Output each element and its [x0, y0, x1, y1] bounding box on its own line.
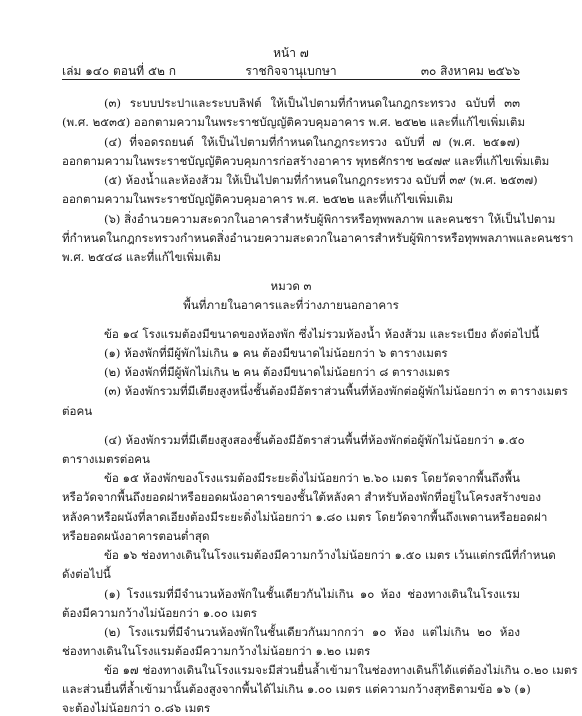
paragraph-line: (๒) ห้องพักที่มีผู้พักไม่เกิน ๒ คน ต้องมีขนาดไม่น้อยกว่า ๘ ตารางเมตร [104, 365, 450, 380]
paragraph-line: ข้อ ๑๗ ช่องทางเดินในโรงแรมจะมีส่วนยื่นล้ำเข้ามาในช่องทางเดินก็ได้แต่ต้องไม่เกิน ๐.๒๐ เมตร [104, 662, 578, 677]
paragraph-line: ที่กำหนดในกฎกระทรวงกำหนดสิ่งอำนวยความสะดวกในอาคารสำหรับผู้พิการหรือทุพพลภาพและคนชรา [62, 231, 574, 245]
paragraph-line: ดังต่อไปนี้ [62, 566, 111, 581]
publish-date: ๓๐ สิงหาคม ๒๕๖๖ [420, 64, 520, 78]
paragraph-line: ออกตามความในพระราชบัญญัติควบคุมการก่อสร้างอาคาร พุทธศักราช ๒๔๗๙ และที่แก้ไขเพิ่มเติม [62, 154, 550, 168]
section-subtitle: พื้นที่ภายในอาคารและที่ว่างภายนอกอาคาร [183, 297, 399, 312]
section-title: หมวด ๓ [270, 278, 312, 293]
paragraph-line: หลังคาหรือผนังที่ลาดเอียงต้องมีระยะดิ่งไม่น้อยกว่า ๑.๘๐ เมตร โดยวัดจากพื้นถึงเพดานหรือยอดฝา [62, 509, 548, 524]
paragraph-line: และส่วนยื่นที่ล้ำเข้ามานั้นต้องสูงจากพื้นได้ไม่เกิน ๑.๐๐ เมตร แต่ความกว้างสุทธิตามข้อ ๑๖ (๑) [62, 682, 531, 696]
paragraph-line: ตารางเมตรต่อคน [62, 451, 150, 466]
paragraph-line: (๕) ห้องน้ำและห้องส้วม ให้เป็นไปตามที่กำหนดในกฎกระทรวง ฉบับที่ ๓๙ (พ.ศ. ๒๕๓๗) [104, 173, 538, 187]
header-divider [62, 79, 520, 80]
paragraph-line: ออกตามความในพระราชบัญญัติควบคุมอาคาร พ.ศ. ๒๕๒๒ และที่แก้ไขเพิ่มเติม [62, 192, 454, 207]
paragraph-line: (๓) ห้องพักรวมที่มีเตียงสูงหนึ่งชั้นต้องมีอัตราส่วนพื้นที่ห้องพักต่อผู้พักไม่น้อยกว่า ๓ ตารางเมตร [104, 384, 568, 399]
page-number: หน้า ๗ [273, 46, 309, 60]
page-header [62, 62, 520, 78]
paragraph-line: ข้อ ๑๔ โรงแรมต้องมีขนาดของห้องพัก ซึ่งไม่รวมห้องน้ำ ห้องส้วม และระเบียง ดังต่อไปนี้ [104, 327, 540, 342]
paragraph-line: หรือวัดจากพื้นถึงยอดฝาหรือยอดผนังอาคารของชั้นใต้หลังคา สำหรับห้องพักที่อยู่ในโครงสร้างของ [62, 489, 542, 504]
paragraph-line: จะต้องไม่น้อยกว่า ๐.๘๖ เมตร [62, 701, 211, 715]
paragraph-line: ข้อ ๑๖ ช่องทางเดินในโรงแรมต้องมีความกว้างไม่น้อยกว่า ๑.๕๐ เมตร เว้นแต่กรณีที่กำหนด [104, 547, 556, 562]
paragraph-line: (๓) ระบบประปาและระบบลิฟต์ ให้เป็นไปตามที่กำหนดในกฎกระทรวง ฉบับที่ ๓๓ [104, 96, 520, 110]
paragraph-line: ต่อคน [62, 404, 93, 419]
paragraph-line: ข้อ ๑๕ ห้องพักของโรงแรมต้องมีระยะดิ่งไม่น้อยกว่า ๒.๖๐ เมตร โดยวัดจากพื้นถึงพื้น [104, 470, 520, 485]
paragraph-line: (๒) โรงแรมที่มีจำนวนห้องพักในชั้นเดียวกันมากกว่า ๑๐ ห้อง แต่ไม่เกิน ๒๐ ห้อง [104, 624, 520, 639]
paragraph-line: หรือยอดผนังอาคารตอนต่ำสุด [62, 528, 210, 543]
paragraph-line: ช่องทางเดินในโรงแรมต้องมีความกว้างไม่น้อยกว่า ๑.๒๐ เมตร [62, 643, 371, 658]
volume-issue: เล่ม ๑๔๐ ตอนที่ ๕๒ ก [62, 64, 177, 78]
paragraph-line: (๔) ห้องพักรวมที่มีเตียงสูงสองชั้นต้องมีอัตราส่วนพื้นที่ห้องพักต่อผู้พักไม่น้อยกว่า ๑.๕๐ [104, 432, 525, 447]
gazette-title: ราชกิจจานุเบกษา [245, 64, 337, 78]
paragraph-line: (๖) สิ่งอำนวยความสะดวกในอาคารสำหรับผู้พิการหรือทุพพลภาพ และคนชรา ให้เป็นไปตาม [104, 212, 556, 226]
paragraph-line: (๔) ที่จอดรถยนต์ ให้เป็นไปตามที่กำหนดในกฎกระทรวง ฉบับที่ ๗ (พ.ศ. ๒๕๑๗) [104, 134, 520, 149]
paragraph-line: ต้องมีความกว้างไม่น้อยกว่า ๑.๐๐ เมตร [62, 605, 258, 620]
paragraph-line: (๑) โรงแรมที่มีจำนวนห้องพักในชั้นเดียวกันไม่เกิน ๑๐ ห้อง ช่องทางเดินในโรงแรม [104, 586, 520, 601]
paragraph-line: (พ.ศ. ๒๕๓๕) ออกตามความในพระราชบัญญัติควบคุมอาคาร พ.ศ. ๒๕๒๒ และที่แก้ไขเพิ่มเติม [62, 115, 526, 129]
paragraph-line: (๑) ห้องพักที่มีผู้พักไม่เกิน ๑ คน ต้องมีขนาดไม่น้อยกว่า ๖ ตารางเมตร [104, 346, 448, 361]
paragraph-line: พ.ศ. ๒๕๔๘ และที่แก้ไขเพิ่มเติม [62, 250, 221, 265]
